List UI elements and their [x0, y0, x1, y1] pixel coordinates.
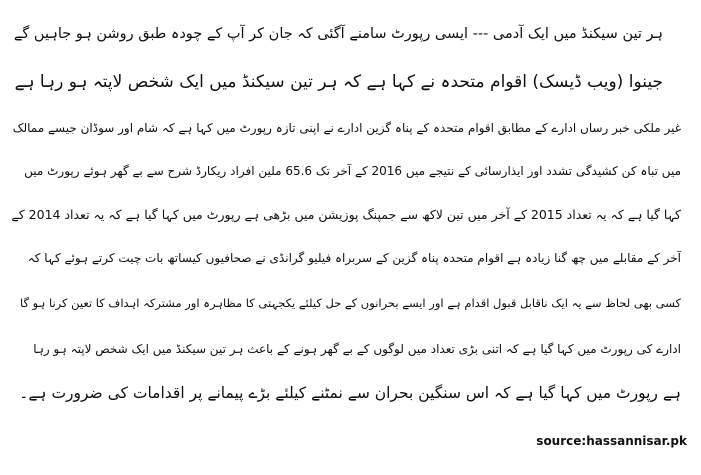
body-line-5: کسی بھی لحاظ سے یہ ایک ناقابل قبول اقدام ہے اور ایسے بحرانوں کے حل کیلئے یکجہتی کا مظاہرہ اور مشترکہ اہداف کا تعین کرنا ہو گا	[20, 296, 681, 310]
body-line-2: میں تباہ کن کشیدگی تشدد اور ایذارسائی کے نتیجے میں 2016 کے آخر تک 65.6 ملین افراد ریکارڈ شرح سے بے گھر ہوئے رپورٹ میں	[24, 164, 681, 178]
body-line-3: کہا گیا ہے کہ یہ تعداد 2015 کے آخر میں تین لاکھ سے جمپنگ پوزیشن میں بڑھی ہے رپورٹ میں کہا گیا ہے کہ یہ تعداد 2014 کے	[11, 207, 681, 222]
body-line-1: غیر ملکی خبر رساں ادارے کے مطابق اقوام متحدہ کے پناہ گزین ادارے نے اپنی تازہ رپورٹ میں کہا ہے کہ شام اور سوڈان جیسے ممالک	[12, 121, 681, 135]
body-line-4: آخر کے مقابلے میں چھ گنا زیادہ ہے اقوام متحدہ پناہ گزین کے سربراہ فیلیو گرانڈی نے صحافیوں کیساتھ بات چیت کرتے ہوئے کہا کہ	[27, 251, 681, 265]
body-line-6: ادارے کی رپورٹ میں کہا گیا ہے کہ اتنی بڑی تعداد میں لوگوں کے بے گھر ہونے کے باعث ہر تین سیکنڈ میں ایک شخص لاپتہ ہو رہا	[33, 342, 681, 356]
headline-line-1: ہر تین سیکنڈ میں ایک آدمی --- ایسی رپورٹ سامنے آگئی کہ جان کر آپ کے چودہ طبق روشن ہو جاہیں گے	[13, 26, 663, 42]
source-credit: source:hassannisar.pk	[536, 434, 687, 448]
body-line-7: ہے رپورٹ میں کہا گیا ہے کہ اس سنگین بحران سے نمٹنے کیلئے بڑے پیمانے پر اقدامات کی ضرورت ہے۔	[19, 384, 681, 402]
headline-line-2: جینوا (ویب ڈیسک) اقوام متحدہ نے کہا ہے کہ ہر تین سیکنڈ میں ایک شخص لاپتہ ہو رہا ہے	[14, 72, 663, 92]
